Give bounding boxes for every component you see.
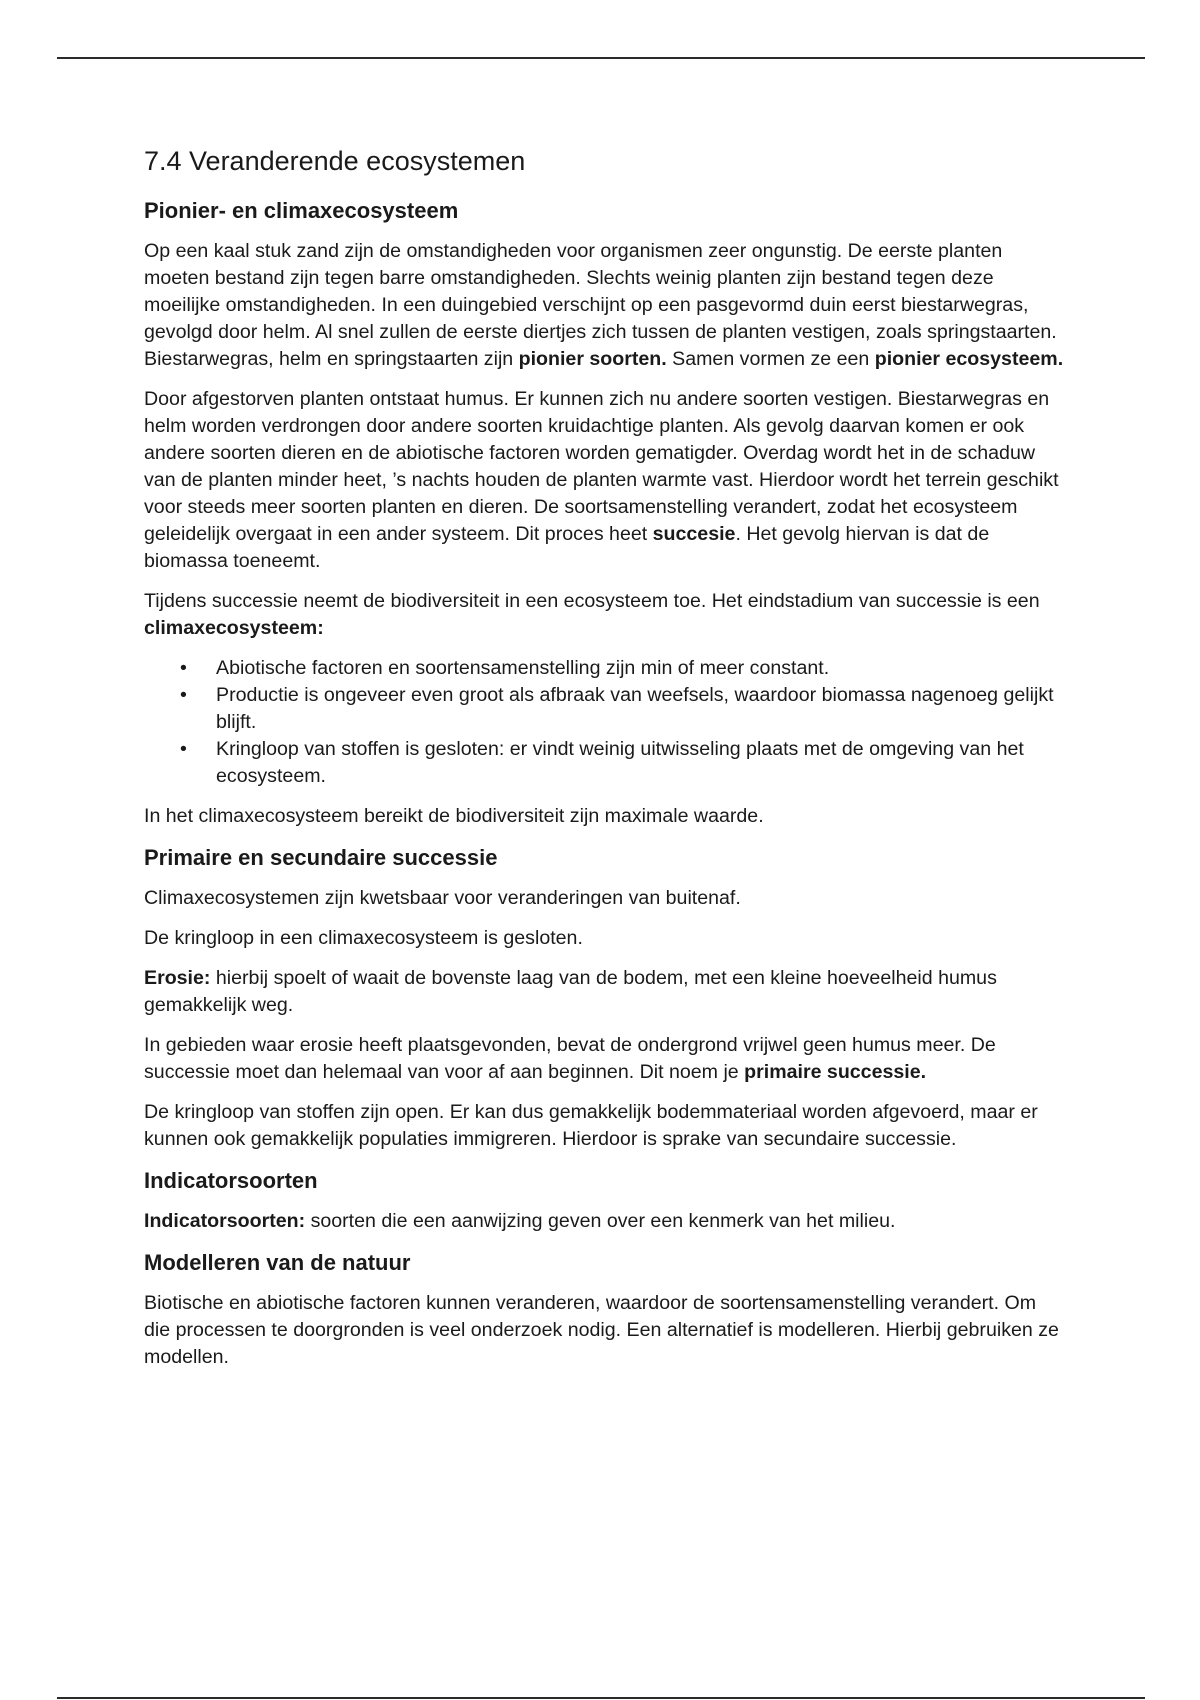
bold-term: Erosie: (144, 967, 211, 989)
text-run: . Het gevolg hiervan is dat de biomassa toeneemt. (144, 523, 990, 572)
document-body (144, 142, 1064, 1384)
bullet-icon: • (180, 657, 187, 679)
section-pionier-climax (144, 196, 1064, 830)
section-heading: Indicatorsoorten (144, 1168, 318, 1193)
paragraph: Biotische en abiotische factoren kunnen veranderen, waardoor de soortensamenstelling verandert. Om die processen te doorgronden is veel onderzoek nodig. Een alternatief is modelleren. Hierbij gebruiken ze modellen. (144, 1292, 1059, 1368)
top-rule (57, 57, 1145, 59)
paragraph (144, 238, 1064, 373)
paragraph (144, 965, 1064, 1019)
bold-term: climaxecosysteem: (144, 617, 324, 639)
bold-term: primaire successie. (744, 1061, 927, 1083)
page-title: 7.4 Veranderende ecosystemen (144, 146, 526, 176)
section-heading: Modelleren van de natuur (144, 1250, 411, 1275)
paragraph (144, 1208, 1064, 1235)
bullet-list (144, 655, 1064, 790)
section-primaire-secundaire (144, 843, 1064, 1153)
paragraph: Climaxecosystemen zijn kwetsbaar voor veranderingen van buitenaf. (144, 887, 741, 909)
bottom-rule (57, 1697, 1145, 1699)
bullet-icon: • (180, 738, 187, 760)
text-run: Door afgestorven planten ontstaat humus. Er kunnen zich nu andere soorten vestigen. Biestarwegras en helm worden verdrongen door andere soorten kruidachtige planten. Als gevolg daarvan komen er ook andere soorten dieren en de abiotische factoren worden gematigder. Overdag wordt het in de schaduw van de planten minder heet, ’s nachts houden de planten warmte vast. Hierdoor wordt het terrein geschikt voor steeds meer soorten planten en dieren. De soortsamenstelling verandert, zodat het ecosysteem geleidelijk overgaat in een ander systeem. Dit proces heet (144, 388, 1059, 545)
bullet-icon: • (180, 684, 187, 706)
list-item (180, 682, 1064, 736)
paragraph: De kringloop in een climaxecosysteem is gesloten. (144, 927, 583, 949)
list-item (180, 655, 1064, 682)
text-run: Samen vormen ze een (666, 348, 875, 370)
paragraph: In het climaxecosysteem bereikt de biodiversiteit zijn maximale waarde. (144, 805, 764, 827)
text-run: soorten die een aanwijzing geven over een kenmerk van het milieu. (305, 1210, 896, 1232)
bold-term: pionier soorten. (518, 348, 667, 370)
list-item-text: Productie is ongeveer even groot als afbraak van weefsels, waardoor biomassa nagenoeg gelijkt blijft. (216, 684, 1054, 733)
list-item-text: Abiotische factoren en soortensamenstelling zijn min of meer constant. (216, 657, 830, 679)
list-item-text: Kringloop van stoffen is gesloten: er vindt weinig uitwisseling plaats met de omgeving van het ecosysteem. (216, 738, 1024, 787)
section-heading: Primaire en secundaire successie (144, 845, 498, 870)
bold-term: Indicatorsoorten: (144, 1210, 306, 1232)
text-run: Tijdens successie neemt de biodiversiteit in een ecosysteem toe. Het eindstadium van successie is een (144, 590, 1040, 612)
bold-term: succesie (652, 523, 736, 545)
bold-term: pionier ecosysteem. (874, 348, 1064, 370)
section-indicatorsoorten (144, 1166, 1064, 1235)
paragraph (144, 588, 1064, 642)
text-run: Op een kaal stuk zand zijn de omstandigheden voor organismen zeer ongunstig. De eerste planten moeten bestand zijn tegen barre omstandigheden. Slechts weinig planten zijn bestand tegen deze moeilijke omstandigheden. In een duingebied verschijnt op een pasgevormd duin eerst biestarwegras, gevolgd door helm. Al snel zullen de eerste diertjes zich tussen de planten vestigen, zoals springstaarten. Biestarwegras, helm en springstaarten zijn (144, 240, 1057, 370)
paragraph (144, 1032, 1064, 1086)
section-modelleren (144, 1248, 1064, 1371)
text-run: In gebieden waar erosie heeft plaatsgevonden, bevat de ondergrond vrijwel geen humus meer. De successie moet dan helemaal van voor af aan beginnen. Dit noem je (144, 1034, 996, 1083)
list-item (180, 736, 1064, 790)
paragraph (144, 386, 1064, 575)
paragraph: De kringloop van stoffen zijn open. Er kan dus gemakkelijk bodemmateriaal worden afgevoerd, maar er kunnen ook gemakkelijk populaties immigreren. Hierdoor is sprake van secundaire successie. (144, 1101, 1038, 1150)
text-run: hierbij spoelt of waait de bovenste laag van de bodem, met een kleine hoeveelheid humus gemakkelijk weg. (144, 967, 997, 1016)
section-heading: Pionier- en climaxecosysteem (144, 198, 459, 223)
